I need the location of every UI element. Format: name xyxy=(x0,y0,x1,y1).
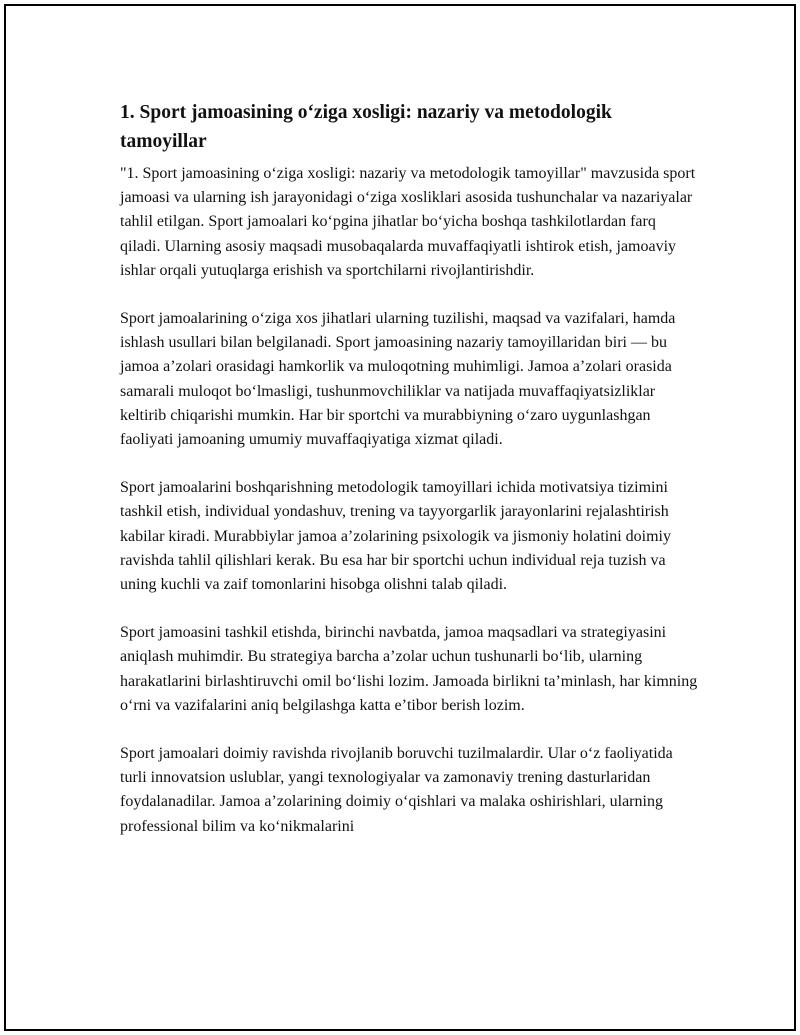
document-page xyxy=(4,4,796,1031)
section-heading: 1. Sport jamoasining oʻziga xosligi: nazariy va metodologik tamoyillar xyxy=(120,102,612,152)
paragraph-4: Sport jamoasini tashkil etishda, birinchi navbatda, jamoa maqsadlari va strategiyasini aniqlash muhimdir. Bu strategiya barcha aʼzolar uchun tushunarli boʻlib, ularning harakatlarini birlashtiruvchi omil boʻlishi lozim. Jamoada birlikni taʼminlash, har kimning oʻrni va vazifalarini aniq belgilashga katta eʼtibor berish lozim. xyxy=(120,624,698,714)
paragraph-2: Sport jamoalarining oʻziga xos jihatlari ularning tuzilishi, maqsad va vazifalari, hamda ishlash usullari bilan belgilanadi. Sport jamoasining nazariy tamoyillaridan biri — bu jamoa aʼzolari orasidagi hamkorlik va muloqotning muhimligi. Jamoa aʼzolari orasida samarali muloqot boʻlmasligi, tushunmovchiliklar va natijada muvaffaqiyatsizliklar keltirib chiqarishi mumkin. Har bir sportchi va murabbiyning oʻzaro uygunlashgan faoliyati jamoaning umumiy muvaffaqiyatiga xizmat qiladi. xyxy=(120,310,676,449)
paragraph-3: Sport jamoalarini boshqarishning metodologik tamoyillari ichida motivatsiya tizimini tashkil etish, individual yondashuv, trening va tayyorgarlik jarayonlarini rejalashtirish kabilar kiradi. Murabbiylar jamoa aʼzolarining psixologik va jismoniy holatini doimiy ravishda tahlil qilishlari kerak. Bu esa har bir sportchi uchun individual reja tuzish va uning kuchli va zaif tomonlarini hisobga olishni talab qiladi. xyxy=(120,479,671,594)
paragraph-5: Sport jamoalari doimiy ravishda rivojlanib boruvchi tuzilmalardir. Ular oʻz faoliyatida turli innovatsion uslublar, yangi texnologiyalar va zamonaviy trening dasturlaridan foydalanadilar. Jamoa aʼzolarining doimiy oʻqishlari va malaka oshirishlari, ularning professional bilim va koʻnikmalarini xyxy=(120,745,673,835)
document-content xyxy=(120,98,700,863)
paragraph-1: "1. Sport jamoasining oʻziga xosligi: nazariy va metodologik tamoyillar" mavzusida sport jamoasi va ularning ish jarayonidagi oʻziga xosliklari asosida tushunchalar va nazariyalar tahlil etilgan. Sport jamoalari koʻpgina jihatlar boʻyicha boshqa tashkilotlardan farq qiladi. Ularning asosiy maqsadi musobaqalarda muvaffaqiyatli ishtirok etish, jamoaviy ishlar orqali yutuqlarga erishish va sportchilarni rivojlantirishdir. xyxy=(120,165,696,279)
